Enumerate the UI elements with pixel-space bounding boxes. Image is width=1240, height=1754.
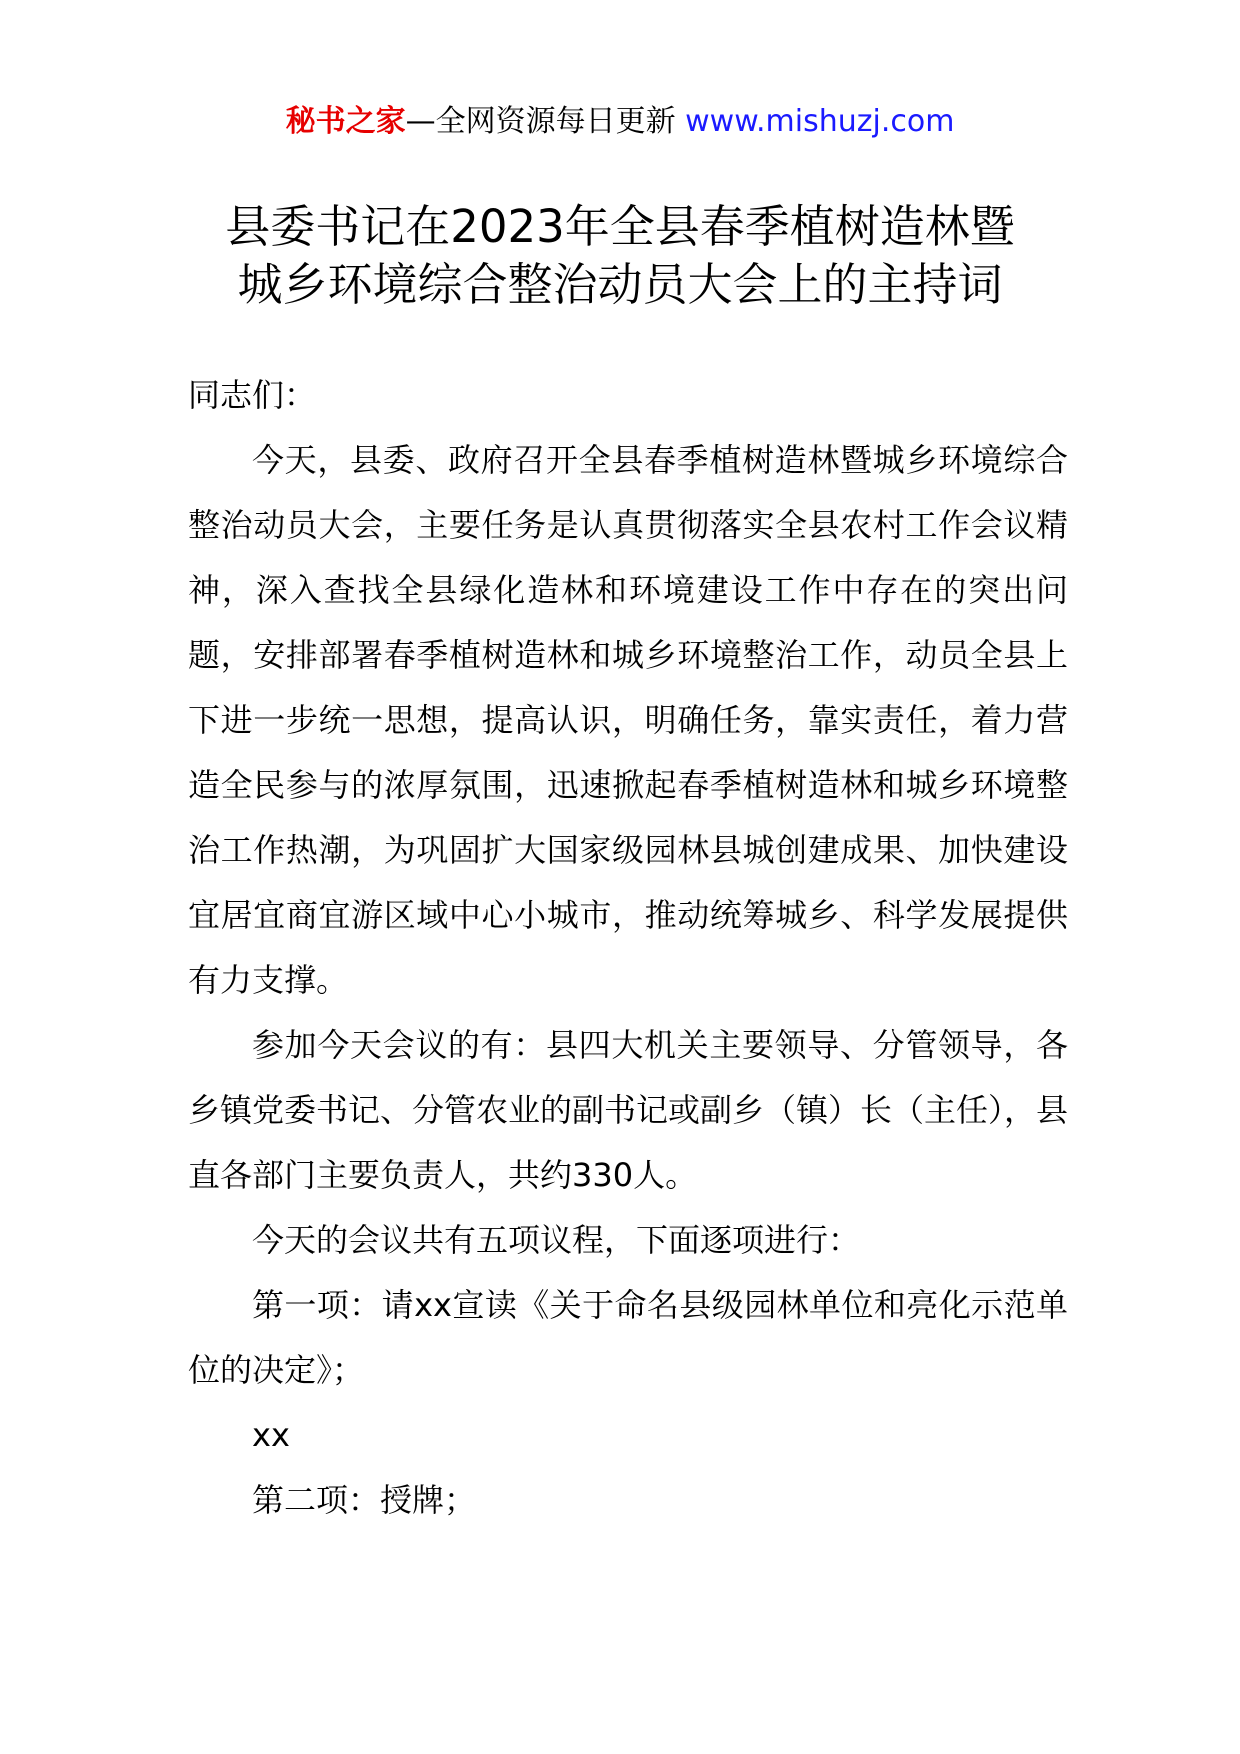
agenda-item-1-speaker: xx <box>252 1416 290 1454</box>
header-tagline: —全网资源每日更新 <box>405 104 676 139</box>
site-url-link[interactable]: www.mishuzj.com <box>685 104 955 139</box>
document-body <box>188 363 1068 1533</box>
site-header <box>0 100 1240 144</box>
salutation: 同志们： <box>188 376 317 414</box>
paragraph-agenda-intro: 今天的会议共有五项议程，下面逐项进行： <box>252 1221 861 1259</box>
title-line-2: 城乡环境综合整治动员大会上的主持词 <box>237 258 1003 311</box>
title-line-1: 县委书记在2023年全县春季植树造林暨 <box>225 200 1015 253</box>
brand-name: 秘书之家 <box>285 104 406 139</box>
agenda-item-2: 第二项：授牌； <box>252 1481 477 1519</box>
paragraph-opening: 今天，县委、政府召开全县春季植树造林暨城乡环境综合整治动员大会，主要任务是认真贯彻落实全县农村工作会议精神，深入查找全县绿化造林和环境建设工作中存在的突出问题，安排部署春季植树造林和城乡环境整治工作，动员全县上下进一步统一思想，提高认识，明确任务，靠实责任，着力营造全民参与的浓厚氛围，迅速掀起春季植树造林和城乡环境整治工作热潮，为巩固扩大国家级园林县城创建成果、加快建设宜居宜商宜游区域中心小城市，推动统筹城乡、科学发展提供有力支撑。 <box>188 441 1068 999</box>
document-title <box>120 198 1120 314</box>
paragraph-attendees: 参加今天会议的有：县四大机关主要领导、分管领导，各乡镇党委书记、分管农业的副书记或副乡（镇）长（主任），县直各部门主要负责人，共约330人。 <box>188 1026 1069 1194</box>
agenda-item-1: 第一项：请xx宣读《关于命名县级园林单位和亮化示范单位的决定》； <box>188 1286 1068 1389</box>
